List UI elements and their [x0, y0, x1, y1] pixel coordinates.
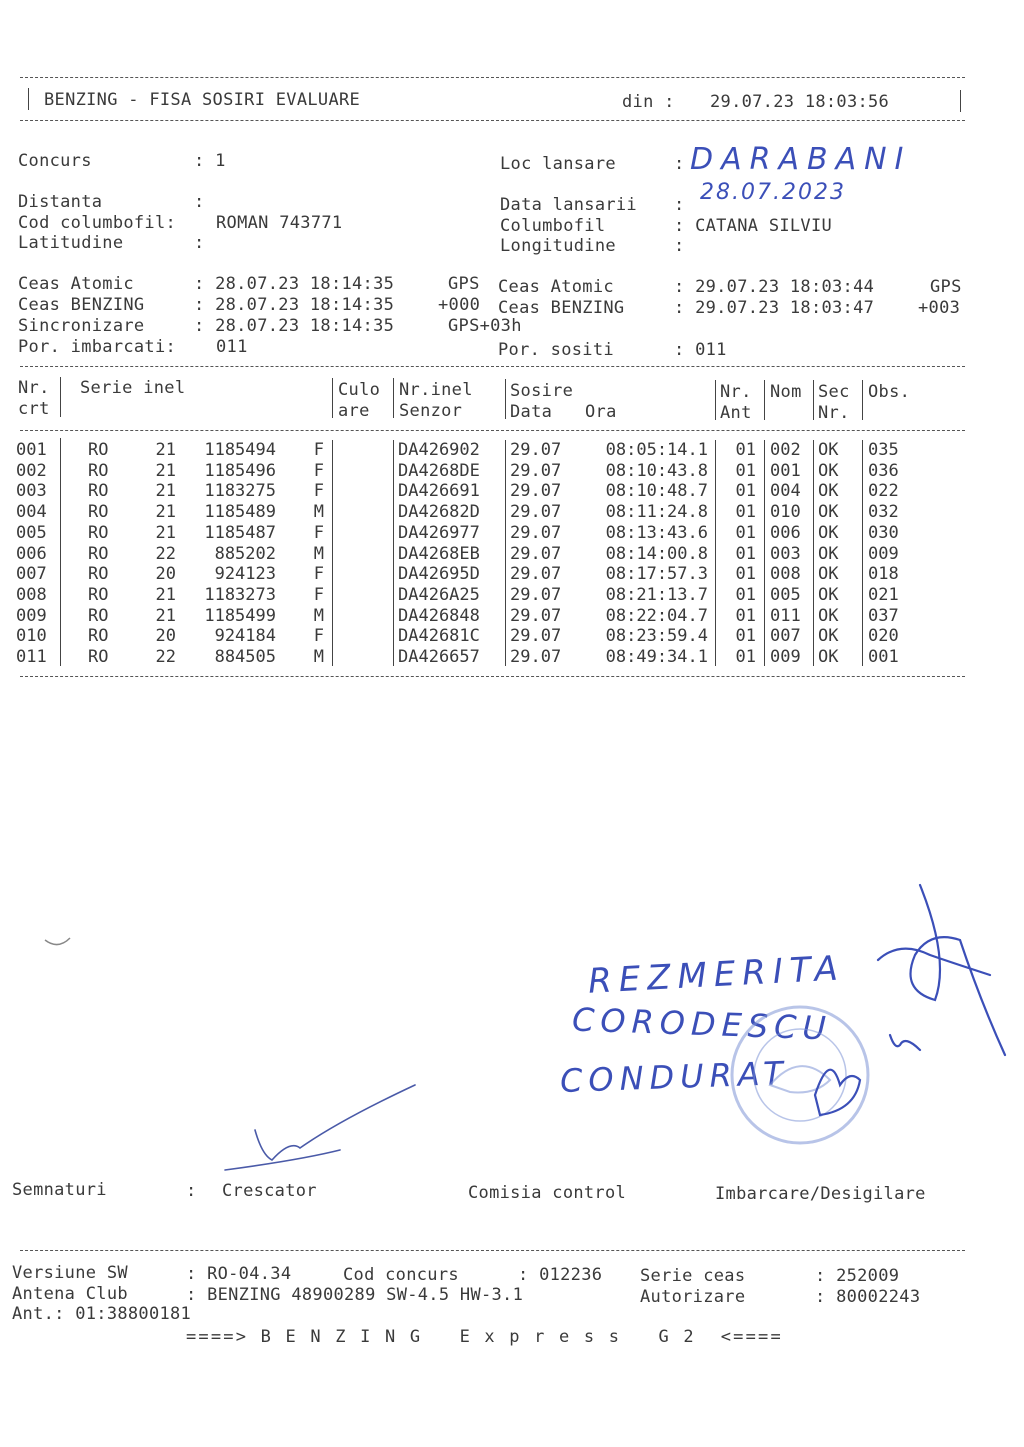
- handwritten-name-3: CONDURAT: [559, 1054, 790, 1100]
- crescator-label: Crescator: [222, 1181, 317, 1201]
- cell-senzor: DA42681C: [398, 626, 480, 647]
- cell-data: 29.07: [510, 564, 562, 585]
- versiune-label: Versiune SW: [12, 1263, 128, 1283]
- cell-ant: 01: [735, 440, 756, 460]
- th-culo: Culo: [338, 380, 381, 400]
- cell-inel: 1183275: [204, 481, 276, 502]
- data-lansarii-handwritten: 28.07.2023: [700, 180, 846, 205]
- ceas-benzing-right-label: Ceas BENZING: [498, 298, 625, 318]
- cell-inel: 1183273: [204, 584, 276, 605]
- ant-line: Ant.: 01:38800181: [12, 1304, 192, 1324]
- cell-ora: 08:23:59.4: [605, 626, 708, 647]
- cell-nom: 006: [770, 522, 801, 543]
- table-row: [0, 502, 1000, 522]
- cell-an: 21: [155, 605, 176, 626]
- th-sosire: Sosire: [510, 381, 574, 401]
- cell-ant: 01: [735, 460, 756, 481]
- cell-senzor: DA42695D: [398, 564, 480, 585]
- cell-sex: F: [313, 626, 324, 647]
- cell-senzor: DA426A25: [398, 584, 480, 605]
- cod-columbofil-value: ROMAN 743771: [216, 213, 343, 233]
- cell-sec: OK: [818, 543, 839, 564]
- cell-nom: 007: [770, 626, 801, 647]
- cell-senzor: DA426691: [398, 481, 480, 502]
- distanta-value: :: [194, 192, 205, 212]
- cell-tara: RO: [88, 605, 109, 626]
- cell-nr: 001: [16, 440, 47, 460]
- th-sep: [862, 380, 863, 420]
- cell-nr: 006: [16, 543, 47, 564]
- cell-senzor: DA4268EB: [398, 543, 480, 564]
- cell-sex: F: [313, 564, 324, 585]
- cell-sec: OK: [818, 440, 839, 460]
- cell-obs: 032: [868, 502, 899, 523]
- cell-sec: OK: [818, 460, 839, 481]
- cell-nr: 004: [16, 502, 47, 523]
- sincronizare-suffix: GPS+03h: [448, 316, 522, 336]
- cell-sex: F: [313, 460, 324, 481]
- cell-sex: F: [313, 481, 324, 502]
- cell-obs: 021: [868, 584, 899, 605]
- cell-ora: 08:10:48.7: [605, 481, 708, 502]
- cell-nom: 005: [770, 584, 801, 605]
- divider-header: [20, 120, 965, 121]
- antena-label: Antena Club: [12, 1284, 128, 1304]
- cell-obs: 030: [868, 522, 899, 543]
- cell-nr: 011: [16, 647, 47, 667]
- cell-an: 21: [155, 440, 176, 460]
- cell-an: 20: [155, 564, 176, 585]
- cell-inel: 924123: [214, 564, 276, 585]
- ceas-benzing-right-suffix: +003: [918, 298, 961, 318]
- comisia-label: Comisia control: [468, 1183, 627, 1203]
- cell-data: 29.07: [510, 502, 562, 523]
- th-sep: [505, 379, 506, 419]
- table-row: [0, 647, 1000, 667]
- serie-ceas-label: Serie ceas: [640, 1266, 746, 1286]
- th-crt: crt: [18, 399, 50, 419]
- cell-nom: 003: [770, 543, 801, 564]
- por-imbarcati-value: 011: [216, 337, 248, 357]
- divider-footer: [20, 1250, 965, 1251]
- cell-obs: 036: [868, 460, 899, 481]
- cell-inel: 1185494: [204, 440, 276, 460]
- header-right-bar: [960, 90, 961, 112]
- cell-nom: 009: [770, 647, 801, 667]
- cell-senzor: DA42682D: [398, 502, 480, 523]
- th-nr-ant: Nr.: [720, 382, 752, 402]
- cell-tara: RO: [88, 460, 109, 481]
- cell-sec: OK: [818, 584, 839, 605]
- report-title: BENZING - FISA SOSIRI EVALUARE: [44, 90, 361, 110]
- concurs-label: Concurs: [18, 151, 92, 171]
- ceas-benzing-left-label: Ceas BENZING: [18, 295, 145, 315]
- th-sec: Sec: [818, 382, 850, 402]
- distanta-label: Distanta: [18, 192, 103, 212]
- cell-data: 29.07: [510, 543, 562, 564]
- cell-data: 29.07: [510, 522, 562, 543]
- ceas-atomic-right-suffix: GPS: [930, 277, 962, 297]
- cell-nr: 010: [16, 626, 47, 647]
- table-row: [0, 461, 1000, 481]
- latitudine-label: Latitudine: [18, 233, 124, 253]
- autorizare-value: : 80002243: [815, 1287, 921, 1307]
- cell-an: 22: [155, 647, 176, 667]
- cell-ora: 08:21:13.7: [605, 584, 708, 605]
- cell-sec: OK: [818, 647, 839, 667]
- ceas-benzing-left-value: : 28.07.23 18:14:35: [194, 295, 395, 315]
- versiune-value: : RO-04.34: [186, 1264, 292, 1284]
- cell-ora: 08:05:14.1: [605, 440, 708, 460]
- ceas-atomic-right-label: Ceas Atomic: [498, 277, 614, 297]
- cell-tara: RO: [88, 584, 109, 605]
- cell-senzor: DA426977: [398, 522, 480, 543]
- antena-value: : BENZING 48900289 SW-4.5 HW-3.1: [186, 1285, 524, 1305]
- cell-ant: 01: [735, 584, 756, 605]
- cell-sex: F: [313, 440, 324, 460]
- cell-ant: 01: [735, 647, 756, 667]
- cell-an: 21: [155, 584, 176, 605]
- cell-nr: 003: [16, 481, 47, 502]
- signature-breeder: [225, 1085, 415, 1170]
- columbofil-label: Columbofil: [500, 216, 606, 236]
- divider-table-bottom: [20, 676, 965, 677]
- cell-obs: 037: [868, 605, 899, 626]
- cell-obs: 035: [868, 440, 899, 460]
- cell-nr: 009: [16, 605, 47, 626]
- cell-an: 22: [155, 543, 176, 564]
- cell-sex: M: [313, 605, 324, 626]
- cell-nom: 008: [770, 564, 801, 585]
- cell-nom: 001: [770, 460, 801, 481]
- semnaturi-colon: :: [186, 1181, 197, 1201]
- data-lansarii-colon: :: [674, 195, 685, 215]
- cell-nom: 010: [770, 502, 801, 523]
- por-sositi-value: : 011: [674, 340, 727, 360]
- cell-data: 29.07: [510, 481, 562, 502]
- cell-sex: M: [313, 502, 324, 523]
- cell-sec: OK: [818, 564, 839, 585]
- cell-data: 29.07: [510, 626, 562, 647]
- ceas-benzing-right-value: : 29.07.23 18:03:47: [674, 298, 875, 318]
- cell-sec: OK: [818, 605, 839, 626]
- cell-inel: 1185489: [204, 502, 276, 523]
- cell-inel: 1185499: [204, 605, 276, 626]
- th-obs: Obs.: [868, 382, 911, 402]
- cell-senzor: DA426657: [398, 647, 480, 667]
- table-row: [0, 585, 1000, 605]
- longitudine-label: Longitudine: [500, 236, 616, 256]
- cell-ant: 01: [735, 502, 756, 523]
- table-row: [0, 523, 1000, 543]
- cell-tara: RO: [88, 481, 109, 502]
- cell-data: 29.07: [510, 605, 562, 626]
- cell-tara: RO: [88, 564, 109, 585]
- th-sep: [332, 378, 333, 418]
- cell-inel: 924184: [214, 626, 276, 647]
- cell-senzor: DA426902: [398, 440, 480, 460]
- data-lansarii-label: Data lansarii: [500, 195, 637, 215]
- handwritten-name-1: REZMERITA: [587, 948, 846, 1002]
- cell-data: 29.07: [510, 647, 562, 667]
- imbarcare-label: Imbarcare/Desigilare: [715, 1184, 926, 1204]
- cod-columbofil-label: Cod columbofil:: [18, 213, 177, 233]
- table-row: [0, 626, 1000, 646]
- th-serie-inel: Serie inel: [80, 378, 186, 398]
- table-row: [0, 440, 1000, 460]
- margin-mark: [45, 938, 70, 945]
- cell-sec: OK: [818, 502, 839, 523]
- loc-lansare-handwritten: DARABANI: [690, 142, 912, 177]
- cell-data: 29.07: [510, 584, 562, 605]
- cell-nr: 002: [16, 460, 47, 481]
- cell-inel: 885202: [214, 543, 276, 564]
- cell-obs: 018: [868, 564, 899, 585]
- report-date-label: din :: [622, 92, 675, 112]
- cell-data: 29.07: [510, 460, 562, 481]
- cell-sec: OK: [818, 481, 839, 502]
- cell-ant: 01: [735, 522, 756, 543]
- cell-senzor: DA426848: [398, 605, 480, 626]
- longitudine-value: :: [674, 236, 685, 256]
- columbofil-value: : CATANA SILVIU: [674, 216, 833, 236]
- autorizare-label: Autorizare: [640, 1287, 746, 1307]
- cell-ora: 08:22:04.7: [605, 605, 708, 626]
- latitudine-value: :: [194, 233, 205, 253]
- por-imbarcati-label: Por. imbarcati:: [18, 337, 177, 357]
- cell-data: 29.07: [510, 440, 562, 460]
- cell-nom: 011: [770, 605, 801, 626]
- cell-sex: F: [313, 522, 324, 543]
- th-nr: Nr.: [18, 378, 50, 398]
- cell-sex: M: [313, 543, 324, 564]
- cell-sec: OK: [818, 522, 839, 543]
- cell-obs: 009: [868, 543, 899, 564]
- table-row: [0, 564, 1000, 584]
- cell-tara: RO: [88, 502, 109, 523]
- cell-ora: 08:14:00.8: [605, 543, 708, 564]
- th-data: Data: [510, 402, 553, 422]
- sincronizare-label: Sincronizare: [18, 316, 145, 336]
- th-are: are: [338, 401, 370, 421]
- th-nr-inel: Nr.inel: [399, 380, 473, 400]
- cod-concurs-label: Cod concurs: [343, 1265, 459, 1285]
- divider-table-header: [20, 430, 965, 431]
- ceas-atomic-left-label: Ceas Atomic: [18, 274, 134, 294]
- cell-ora: 08:11:24.8: [605, 502, 708, 523]
- cell-sex: M: [313, 647, 324, 667]
- concurs-value: : 1: [194, 151, 226, 171]
- cell-ora: 08:13:43.6: [605, 522, 708, 543]
- serie-ceas-value: : 252009: [815, 1266, 900, 1286]
- th-sep: [813, 380, 814, 420]
- report-date: 29.07.23 18:03:56: [710, 92, 890, 112]
- cell-nr: 005: [16, 522, 47, 543]
- cell-an: 21: [155, 502, 176, 523]
- cell-sec: OK: [818, 626, 839, 647]
- cell-tara: RO: [88, 522, 109, 543]
- cell-tara: RO: [88, 440, 109, 460]
- th-senzor: Senzor: [399, 401, 463, 421]
- cell-obs: 022: [868, 481, 899, 502]
- divider-top: [20, 77, 965, 78]
- por-sositi-label: Por. sositi: [498, 340, 614, 360]
- cell-ora: 08:17:57.3: [605, 564, 708, 585]
- cell-ant: 01: [735, 564, 756, 585]
- cell-inel: 1185496: [204, 460, 276, 481]
- sincronizare-value: : 28.07.23 18:14:35: [194, 316, 395, 336]
- cell-ora: 08:10:43.8: [605, 460, 708, 481]
- cell-tara: RO: [88, 626, 109, 647]
- divider-table-top: [20, 366, 965, 367]
- cell-ant: 01: [735, 605, 756, 626]
- loc-lansare-label: Loc lansare: [500, 154, 616, 174]
- cell-obs: 001: [868, 647, 899, 667]
- th-sep: [393, 378, 394, 418]
- th-ora: Ora: [585, 402, 617, 422]
- table-row: [0, 544, 1000, 564]
- cell-an: 20: [155, 626, 176, 647]
- cell-nom: 002: [770, 440, 801, 460]
- th-sep: [60, 377, 61, 417]
- cell-obs: 020: [868, 626, 899, 647]
- ceas-atomic-left-suffix: GPS: [448, 274, 480, 294]
- cell-nom: 004: [770, 481, 801, 502]
- cell-an: 21: [155, 481, 176, 502]
- cell-inel: 1185487: [204, 522, 276, 543]
- cell-an: 21: [155, 522, 176, 543]
- cell-an: 21: [155, 460, 176, 481]
- th-sep: [715, 380, 716, 420]
- ceas-atomic-right-value: : 29.07.23 18:03:44: [674, 277, 875, 297]
- th-sep: [764, 380, 765, 420]
- cell-ant: 01: [735, 481, 756, 502]
- cell-inel: 884505: [214, 647, 276, 667]
- cell-sex: F: [313, 584, 324, 605]
- cell-tara: RO: [88, 543, 109, 564]
- cell-nr: 007: [16, 564, 47, 585]
- handwritten-name-2: CORODESCU: [571, 1000, 833, 1048]
- cell-tara: RO: [88, 647, 109, 667]
- ceas-atomic-left-value: : 28.07.23 18:14:35: [194, 274, 395, 294]
- cell-nr: 008: [16, 584, 47, 605]
- benzing-banner: ====> B E N Z I N G E x p r e s s G 2 <====: [186, 1327, 783, 1347]
- cod-concurs-value: : 012236: [518, 1265, 603, 1285]
- header-left-bar: [28, 88, 29, 110]
- table-row: [0, 606, 1000, 626]
- th-nom: Nom: [770, 382, 802, 402]
- cell-ant: 01: [735, 626, 756, 647]
- cell-senzor: DA4268DE: [398, 460, 480, 481]
- loc-lansare-colon: :: [674, 154, 685, 174]
- cell-ant: 01: [735, 543, 756, 564]
- th-sec-nr: Nr.: [818, 403, 850, 423]
- table-row: [0, 481, 1000, 501]
- cell-ora: 08:49:34.1: [605, 647, 708, 667]
- semnaturi-label: Semnaturi: [12, 1180, 107, 1200]
- th-ant: Ant: [720, 403, 752, 423]
- ceas-benzing-left-suffix: +000: [438, 295, 481, 315]
- signature-commission: [815, 885, 1005, 1115]
